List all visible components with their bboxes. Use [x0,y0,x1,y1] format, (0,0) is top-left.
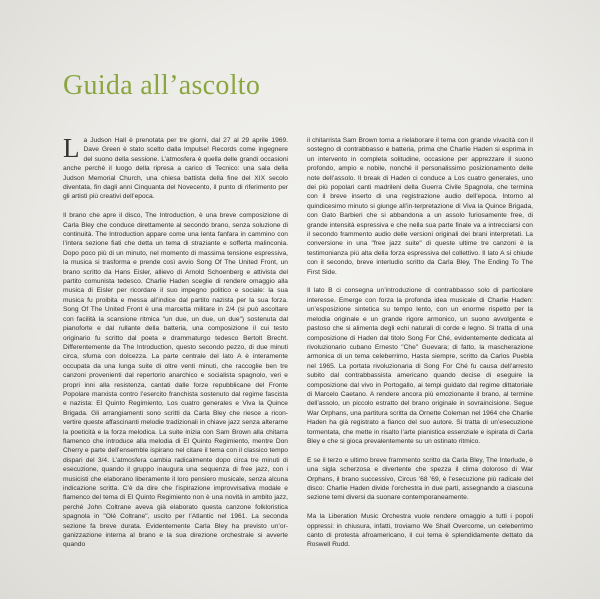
paragraph-text: a Judson Hall è prenotata per tre giorni, dal 27 al 29 aprile 1969. Dave Green è stato scelto dalla Impulse! Records come ingegnere del suono della sessione. L’atmosfera è quella delle grandi occasioni anche perché il luogo della ripresa a carico di Tecnico: una sala della Judson Memorial Church, una chiesa battista della fine del XIX secolo diventata, fin dagli anni Cinquanta del Novecento, il punto di riferimento per gli artisti più creativi dell’epoca. [63,137,288,201]
left-column [63,133,288,559]
right-column [307,136,533,559]
paragraph-side-b: Il lato B ci consegna un’introduzione di contrabbasso solo di particolare interesse. Emerge con forza la profonda idea musicale di Charlie Haden: un’esposizione sintetica su tempo lento, con un enorme rispetto per la melodia originale e un grande rigore armonico, un suono avvolgente e pastoso che si alimenta degli echi naturali di corde e legno. Si tratta di una composizione di Haden dal titolo Song For Ché, evidentemente dedicata al rivoluzionario cubano Ernesto "Che" Guevara; di fatto, la mascherazione armonica di un tema celeberrimo, Hasta siempre, scritto da Carlos Puebla nel 1965. La portata rivoluzionaria di Song For Ché fu causa dell’arresto subito dal contrabbassista americano quando decise di eseguire la composizione dal vivo in Portogallo, ai tempi guidato dal regime dittatoriale di Marcelo Caetano. A rendere ancora più emozionante il brano, al termine dell’assolo, un piccolo estratto del brano originale in sovraincisione. Segue War Orphans, una partitura scritta da Ornette Coleman nel 1964 che Charlie Haden ha già registrato a fianco del suo autore. Si tratta di un’esecuzione tormentata, che mette in risalto l’arte pianistica essenziale e ispirata di Carla Bley e che si gioca prevalentemente su un ostinato ritmico. [307,287,533,445]
drop-cap: L [63,133,80,163]
paragraph-side-a: Il brano che apre il disco, The Introduction, è una breve composizione di Carla Bley che conduce direttamente al secondo brano, senza soluzione di continuità. The Introduction appare come una lenta fanfara in cammino con l’intera sezione fiati che detta un tema di straziante e sofferta malinconia. Dopo poco più di un minuto, nel momento di massima tensione espressiva, la musica si trasforma e prende così avvio Song Of The United Front, un brano scritto da Hans Eisler, allievo di Arnold Schoenberg e attivista del partito comunista tedesco. Charlie Haden sceglie di rendere omaggio alla musica di Eisler per ricordare il suo impegno politico e sociale: la sua musica fu proibita e messa all’indice dal partito nazista per la sua forza. Song Of The United Front è una marcetta militare in 2/4 (si può ascoltare con facilità la scansione ritmica "un due, un due, un due") sostenuta dal pianoforte e dal rullante della batteria, una composizione il cui testo originario fu scritto dal poeta e drammaturgo tedesco Bertolt Brecht. Differentemente da The Introduction, questo secondo pezzo, di due minuti circa, sfuma con dolcezza. La parte centrale del lato A è interamente occupata da una lunga suite di oltre venti minuti, che raccoglie ben tre canzoni provenienti dal repertorio anarchico e socialista spagnolo, veri e propri inni alla resistenza, cantati dalle forze repubblicane del Fronte Popolare marxista contro l’esercito franchista sostenuto dal regime fascista e nazista: El Quinto Regimiento, Los cuatro generales e Viva la Quince Brigada. Gli arrangiamenti sono scritti da Carla Bley che riesce a ricon-vertire queste affascinanti melodie tradizionali in chiave jazz senza alterarne la poeticità e la forza melodica. La suite inizia con Sam Brown alla chitarra flamenco che introduce alla melodia di El Quinto Regimiento, mentre Don Cherry e parte dell’ensemble ispirano nel citare il tema con il classico tempo dispari del 3/4. L’atmosfera cambia radicalmente dopo circa tre minuti di esecuzione, quando il gruppo inaugura una sequenza di free jazz, con i musicisti che elaborano liberamente il loro pensiero musicale, senza alcuna indicazione scritta. C’è da dire che l’ispirazione improvvisativa modale e flamenco del tema di El Quinto Regimiento non è una novità in ambito jazz, perché John Coltrane aveva già elaborato questa canzone folkloristica spagnola in "Olé Coltrane", uscito per l’Atlantic nel 1961. La seconda sezione fa breve durata. Evidentemente Carla Bley ha previsto un’or-ganizzazione interna al brano e la sua direzione orchestrale si avverte quando [63,212,288,549]
page-title: Guida all’ascolto [63,70,261,101]
paragraph-interlude: E se il terzo e ultimo breve frammento scritto da Carla Bley, The Interlude, è una sigla scherzosa e divertente che spezza il clima doloroso di War Orphans, il brano successivo, Circus ’68 ’69, è l’esecuzione più radicale del disco: Charlie Haden divide l’orchestra in due parti, assegnando a ciascuna sezione temi diversi da suonare contemporaneamente. [307,456,533,502]
paragraph-intro [63,133,288,202]
paragraph-suite: il chitarrista Sam Brown torna a rielaborare il tema con grande vivacità con il sostegno di contrabbasso e batteria, prima che Charlie Haden si esprima in un intervento in completa solitudine, occasione per apprezzare il suono profondo, ampio e nobile, nonché il personalissimo posizionamento delle note dell’assolo. Il break di Haden ci conduce a Los cuatro generales, uno dei più popolari canti madrileni della Guerra Civile Spagnola, che termina con il breve inserto di una registrazione audio dell’epoca. Intorno al quindicesimo minuto si giunge all’in-terpretazione di Viva la Quince Brigada, con Gato Barbieri che si abbandona a un assolo furiosamente free, di grande intensità espressiva e che nella sua parte finale va a intrecciarsi con il secondo frammento audio delle versioni originali dei brani interpretati. La conversione in una "free jazz suite" di queste ultime tre canzoni è la testimonianza più alta della forza espressiva del collettivo. Il lato A si chiude con il secondo, breve interludio scritto da Carla Bley, The Ending To The First Side. [307,137,533,276]
paragraph-closing: Ma la Liberation Music Orchestra vuole rendere omaggio a tutti i popoli oppressi: in chiusura, infatti, troviamo We Shall Overcome, un celeberrimo canto di protesta afroamericano, il cui tema è splendidamente dettato da Roswell Rudd. [307,513,533,549]
